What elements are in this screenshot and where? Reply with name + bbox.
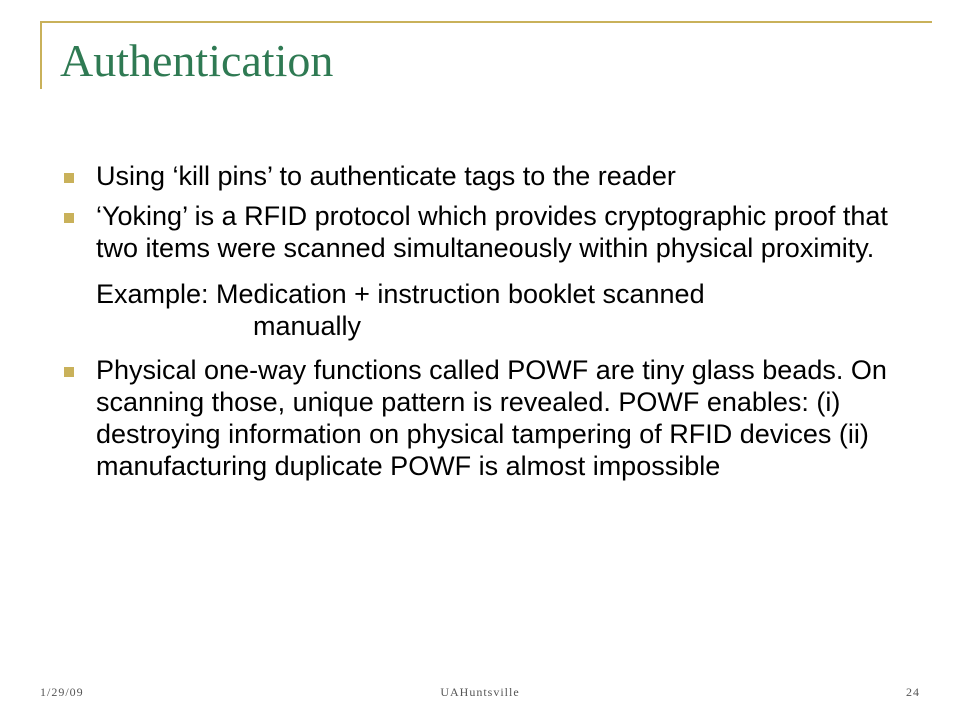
bullet-item — [60, 200, 920, 264]
bullet-item — [60, 354, 920, 482]
bullet-text: ‘Yoking’ is a RFID protocol which provides cryptographic proof that two items were scanned simultaneously within physical proximity. — [96, 201, 888, 263]
example-continuation: manually — [253, 311, 362, 341]
footer-date: 1/29/09 — [40, 685, 84, 699]
slide-body — [60, 160, 920, 490]
footer-organization: UAHuntsville — [440, 685, 520, 699]
slide-frame-top-rule — [40, 21, 932, 23]
example-paragraph — [60, 278, 920, 342]
square-bullet-icon — [64, 173, 74, 183]
footer-page-number: 24 — [906, 685, 920, 699]
square-bullet-icon — [64, 213, 74, 223]
slide-title: Authentication — [60, 35, 334, 86]
example-text: Example: Medication + instruction booklet scanned — [96, 279, 705, 309]
bullet-text: Physical one-way functions called POWF are tiny glass beads. On scanning those, unique pattern is revealed. POWF enables: (i) destroying information on physical tampering of RFID devices (ii) manufacturing duplicate POWF is almost impossible — [96, 355, 887, 481]
bullet-text: Using ‘kill pins’ to authenticate tags to the reader — [96, 161, 676, 191]
square-bullet-icon — [64, 367, 74, 377]
bullet-item — [60, 160, 920, 192]
slide-frame-left-rule — [40, 21, 42, 89]
